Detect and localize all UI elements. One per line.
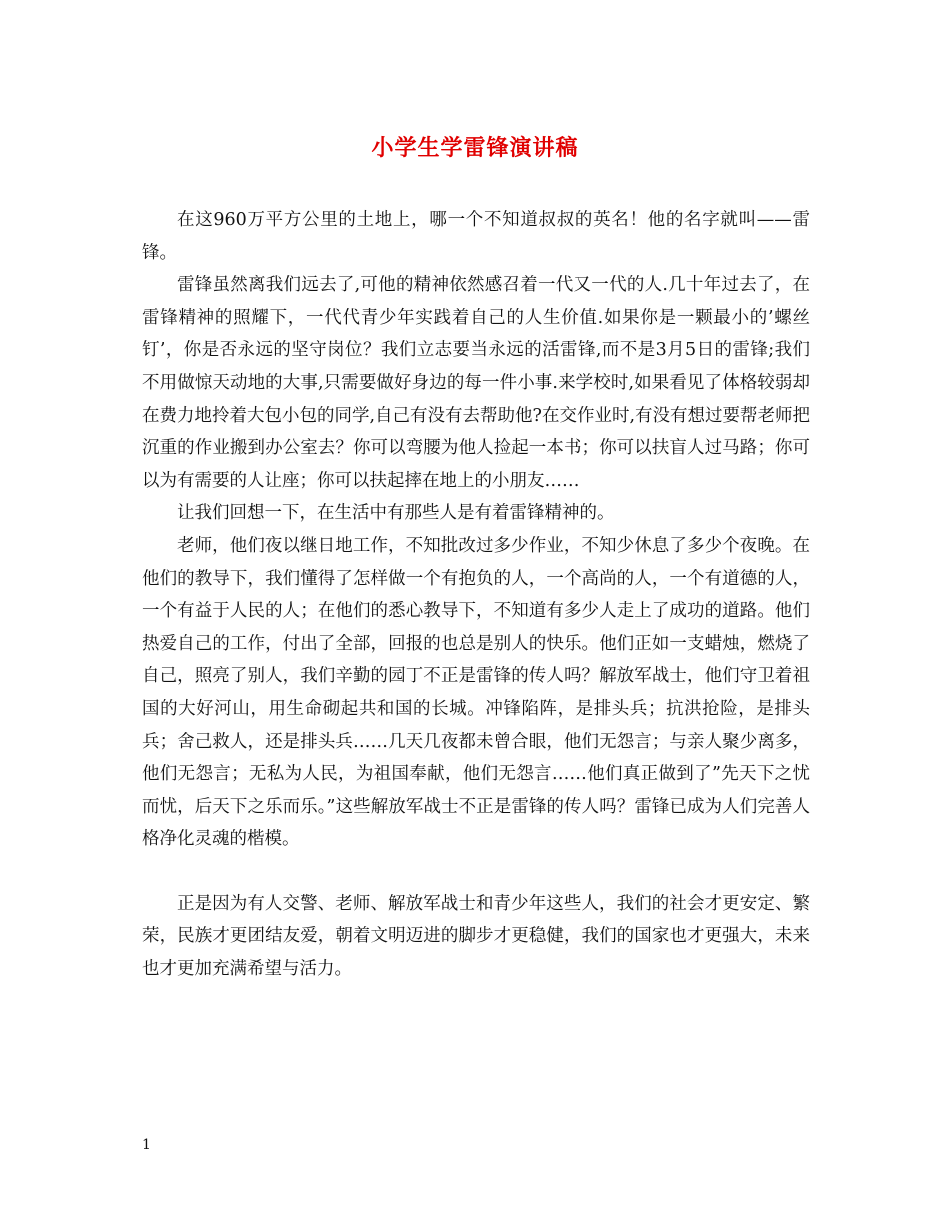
paragraph-conclusion: 正是因为有人交警、老师、解放军战士和青少年这些人，我们的社会才更安定、繁荣，民族才更团结友爱，朝着文明迈进的脚步才更稳健，我们的国家也才更强大，未来也才更加充满希望与活力。 bbox=[142, 893, 810, 980]
paragraph-intro: 在这960万平方公里的土地上，哪一个不知道叔叔的英名！他的名字就叫——雷锋。 bbox=[142, 210, 810, 263]
document-body bbox=[142, 204, 810, 986]
page-title: 小学生学雷锋演讲稿 bbox=[371, 135, 579, 161]
paragraph-recall: 让我们回想一下，在生活中有那些人是有着雷锋精神的。 bbox=[177, 503, 615, 524]
page-number: 1 bbox=[142, 1137, 151, 1153]
paragraph-teachers-soldiers: 老师，他们夜以继日地工作，不知批改过多少作业，不知少休息了多少个夜晚。在他们的教导下，我们懂得了怎样做一个有抱负的人，一个高尚的人，一个有道德的人，一个有益于人民的人；在他们的悉心教导下，不知道有多少人走上了成功的道路。他们热爱自己的工作，付出了全部，回报的也总是别人的快乐。他们正如一支蜡烛，燃烧了自己，照亮了别人，我们辛勤的园丁不正是雷锋的传人吗？解放军战士，他们守卫着祖国的大好河山，用生命砌起共和国的长城。冲锋陷阵，是排头兵；抗洪抢险，是排头兵；舍己救人，还是排头兵……几天几夜都未曾合眼，他们无怨言；与亲人聚少离多，他们无怨言；无私为人民，为祖国奉献，他们无怨言……他们真正做到了”先天下之忧而忧，后天下之乐而乐。”这些解放军战士不正是雷锋的传人吗？雷锋已成为人们完善人格净化灵魂的楷模。 bbox=[142, 535, 810, 850]
paragraph-lei-feng-spirit: 雷锋虽然离我们远去了,可他的精神依然感召着一代又一代的人.几十年过去了，在雷锋精神的照耀下，一代代青少年实践着自己的人生价值.如果你是一颗最小的’螺丝钉’，你是否永远的坚守岗位？我们立志要当永远的活雷锋,而不是3月5日的雷锋;我们不用做惊天动地的大事,只需要做好身边的每一件小事.来学校时,如果看见了体格较弱却在费力地拎着大包小包的同学,自己有没有去帮助他?在交作业时,有没有想过要帮老师把沉重的作业搬到办公室去？你可以弯腰为他人捡起一本书；你可以扶盲人过马路；你可以为有需要的人让座；你可以扶起摔在地上的小朋友…… bbox=[142, 275, 811, 491]
